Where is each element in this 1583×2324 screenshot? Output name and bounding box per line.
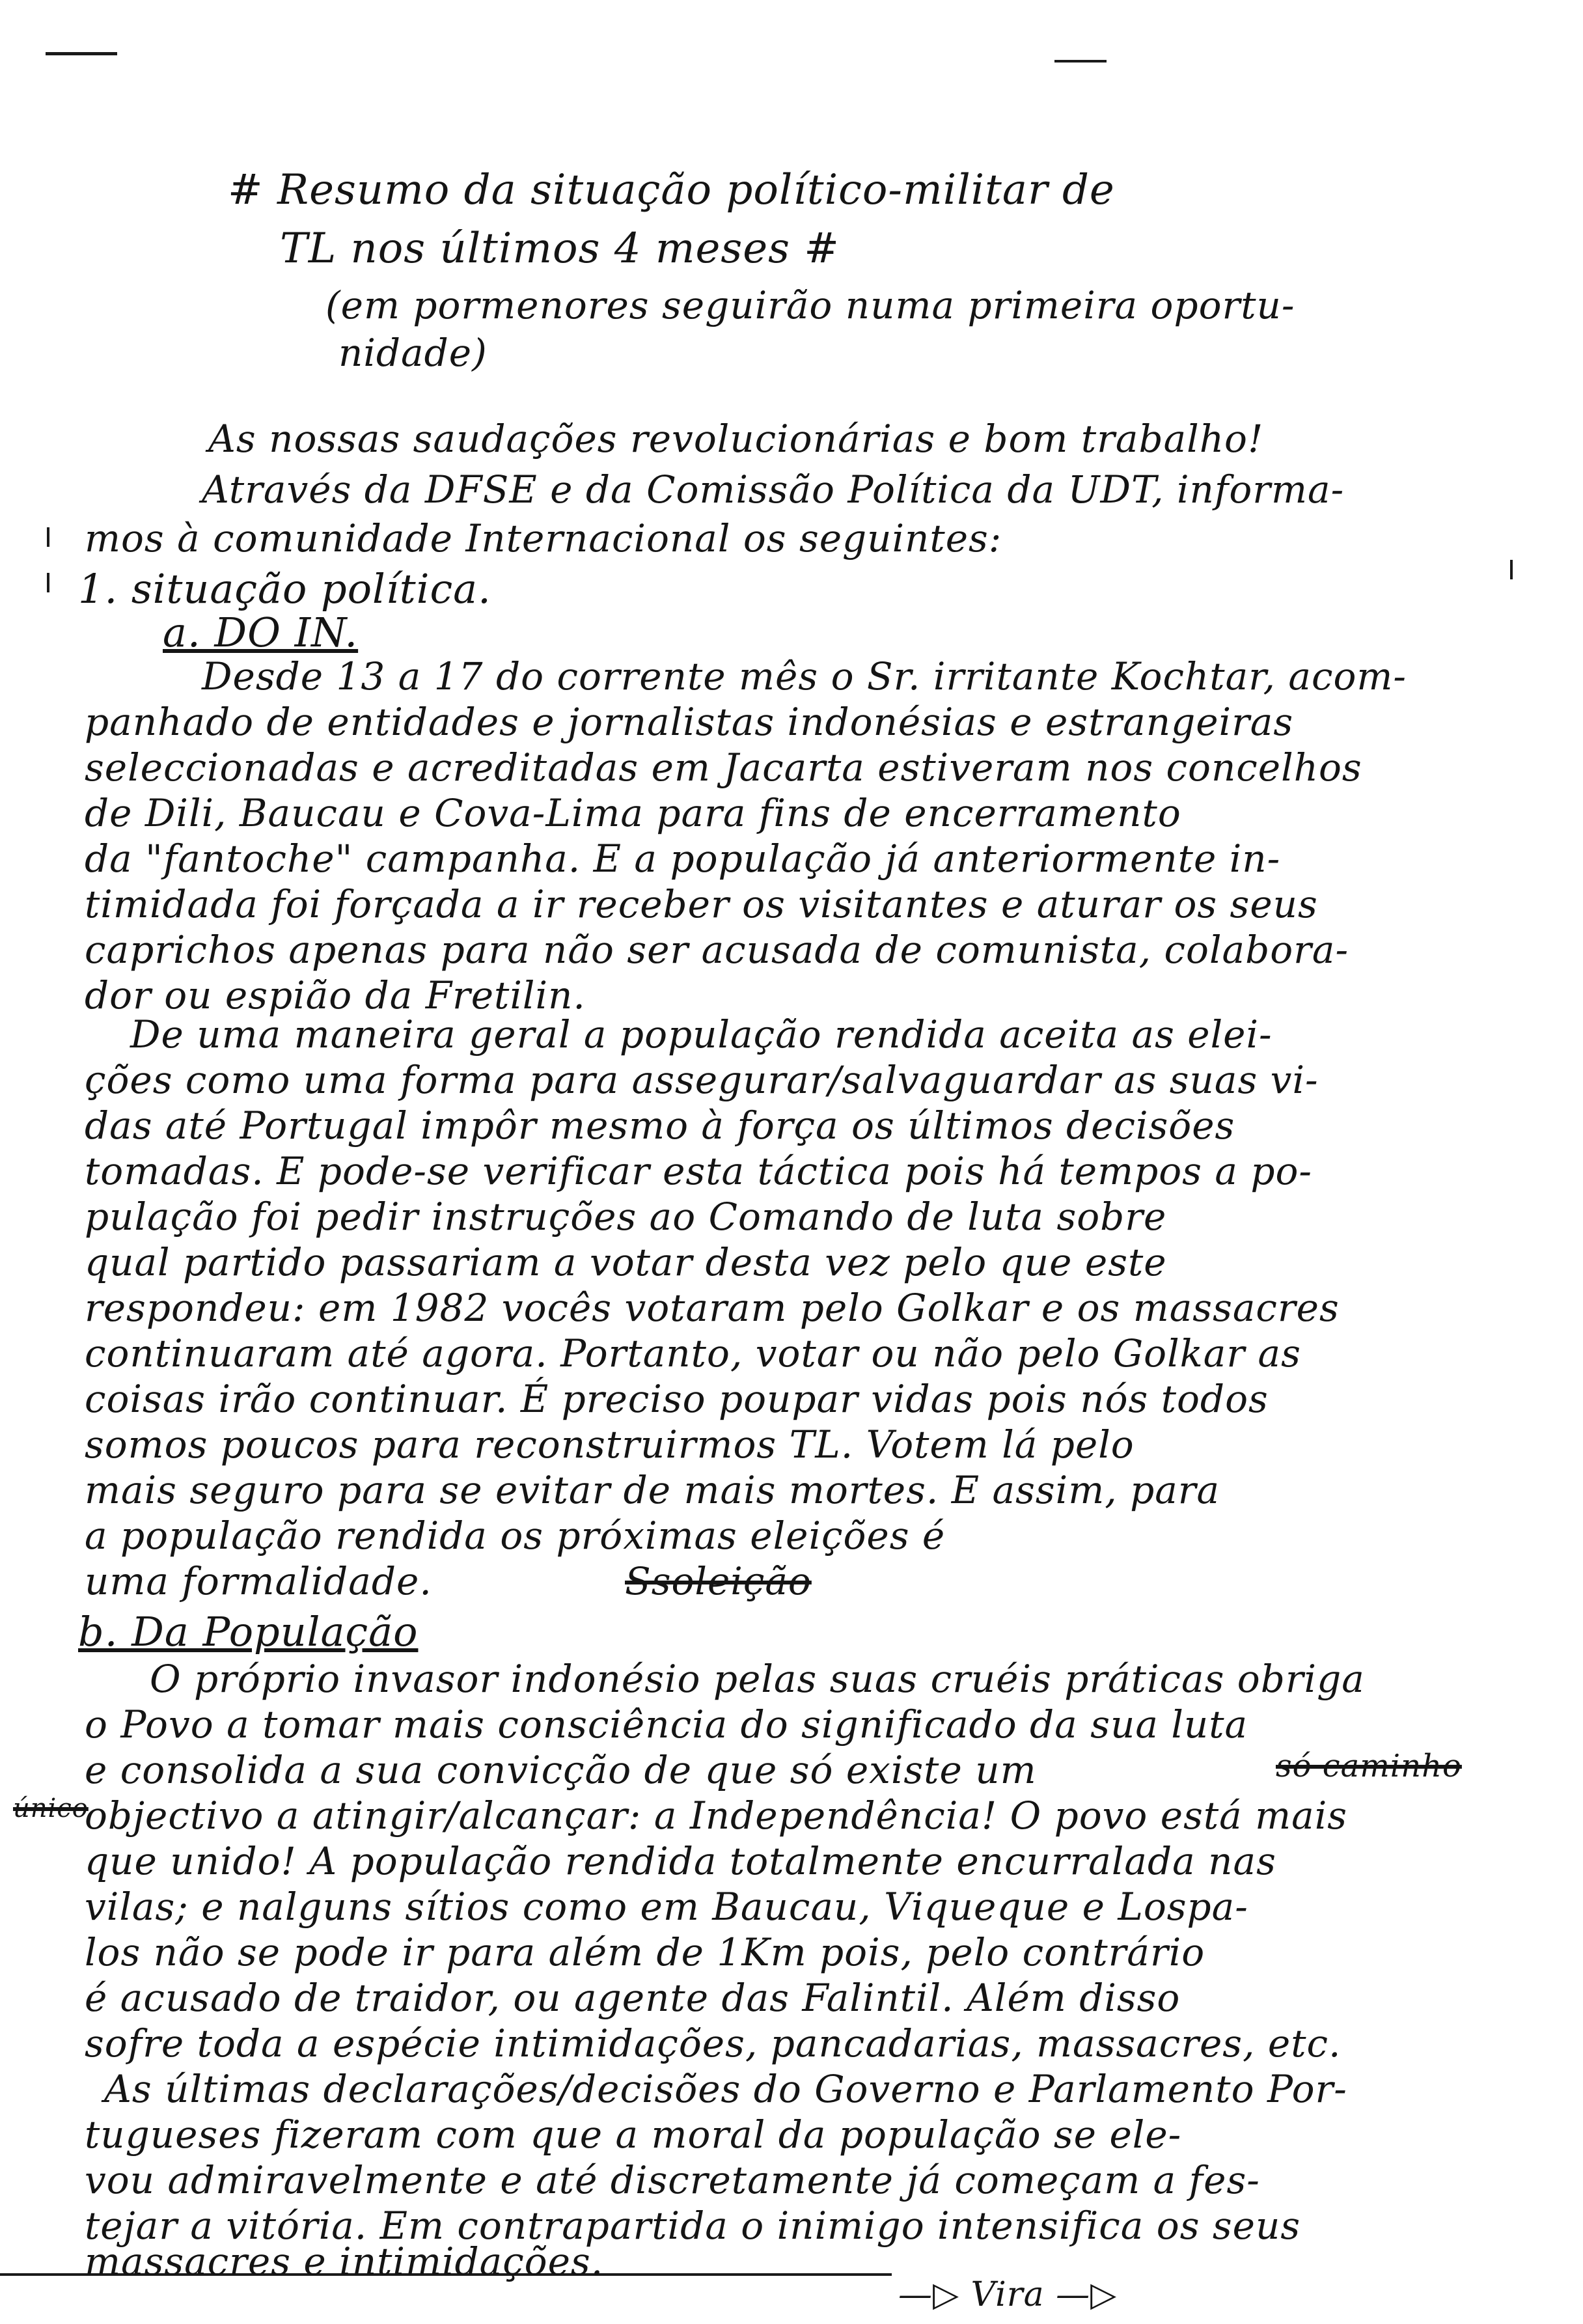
section-b-line-14: massacres e intimidações. (85, 2239, 604, 2284)
scan-mark-top-left (46, 52, 117, 55)
section-b-line-7: los não se pode ir para além de 1Km pois, pelo contrário (85, 1930, 1205, 1974)
section-b-line-1: O próprio invasor indonésio pelas suas cruéis práticas obriga (150, 1657, 1365, 1701)
section-b-line-9: sofre toda a espécie intimidações, pancadarias, massacres, etc. (85, 2021, 1342, 2066)
section-b-line-2: o Povo a tomar mais consciência do significado da sua luta (85, 1702, 1248, 1747)
section-a-line-17: coisas irão continuar. É preciso poupar vidas pois nós todos (85, 1377, 1269, 1421)
section-b-line-6: vilas; e nalguns sítios como em Baucau, Viqueque e Lospa- (85, 1885, 1248, 1929)
section-a-line-9: De uma maneira geral a população rendida aceita as elei- (130, 1012, 1273, 1057)
subsection-b-title: b. Da População (78, 1608, 419, 1655)
margin-tick-left (47, 527, 49, 547)
section-a-line-6: timidada foi forçada a ir receber os visitantes e aturar os seus (85, 882, 1318, 926)
document-subtitle-line-1: (em pormenores seguirão numa primeira oportu- (325, 283, 1295, 327)
section-a-line-16: continuaram até agora. Portanto, votar ou não pelo Golkar as (85, 1331, 1301, 1376)
greeting-line-1: As nossas saudações revolucionárias e bom trabalho! (208, 417, 1264, 461)
section-a-line-13: pulação foi pedir instruções ao Comando de luta sobre (85, 1195, 1167, 1239)
section-b-line-3: e consolida a sua convicção de que só existe um (85, 1748, 1037, 1792)
document-title-line-2: TL nos últimos 4 meses # (280, 225, 840, 273)
greeting-line-2: Através da DFSE e da Comissão Política da UDT, informa- (202, 467, 1345, 512)
section-b-line-4: objectivo a atingir/alcançar: a Independência! O povo está mais (85, 1793, 1348, 1838)
section-a-line-5: da "fantoche" campanha. E a população já anteriormente in- (85, 837, 1281, 881)
section-a-line-1: Desde 13 a 17 do corrente mês o Sr. irritante Kochtar, acom- (202, 654, 1407, 699)
section-a-struck-word: Ssoleição (625, 1559, 812, 1603)
continue-overleaf-note: —▷ Vira —▷ (898, 2275, 1118, 2314)
document-title-line-1: # Resumo da situação político-militar de (228, 166, 1115, 214)
section-b-line-13: tejar a vitória. Em contrapartida o inimigo intensifica os seus (85, 2204, 1301, 2248)
section-b-struck-2: único (13, 1793, 89, 1823)
margin-tick-right (1510, 560, 1513, 579)
section-a-line-7: caprichos apenas para não ser acusada de comunista, colabora- (85, 928, 1349, 972)
section-a-line-19: mais seguro para se evitar de mais mortes. E assim, para (85, 1468, 1220, 1512)
section-a-line-11: das até Portugal impôr mesmo à força os últimos decisões (85, 1103, 1235, 1148)
document-subtitle-line-2: nidade) (338, 331, 488, 375)
section-a-line-15: respondeu: em 1982 vocês votaram pelo Golkar e os massacres (85, 1286, 1340, 1330)
section-b-line-12: vou admiravelmente e até discretamente já começam a fes- (85, 2158, 1260, 2202)
section-a-line-18: somos poucos para reconstruirmos TL. Votem lá pelo (85, 1422, 1135, 1467)
section-a-line-4: de Dili, Baucau e Cova-Lima para fins de encerramento (85, 791, 1181, 835)
section-a-line-21: uma formalidade. (85, 1559, 432, 1603)
section-b-line-11: tugueses fizeram com que a moral da população se ele- (85, 2112, 1182, 2157)
section-a-line-3: seleccionadas e acreditadas em Jacarta estiveram nos concelhos (85, 745, 1362, 790)
margin-tick-left-2 (47, 573, 49, 592)
section-1-title: 1. situação política. (78, 565, 491, 613)
section-a-line-12: tomadas. E pode-se verificar esta táctica pois há tempos a po- (85, 1149, 1312, 1193)
section-b-struck-1: só caminho (1276, 1748, 1462, 1784)
section-b-line-10: As últimas declarações/decisões do Governo e Parlamento Por- (104, 2067, 1347, 2111)
section-a-line-10: ções como uma forma para assegurar/salvaguardar as suas vi- (85, 1058, 1319, 1102)
section-b-line-5: que unido! A população rendida totalmente encurralada nas (85, 1839, 1276, 1883)
section-a-line-14: qual partido passariam a votar desta vez pelo que este (85, 1240, 1167, 1284)
section-a-line-8: dor ou espião da Fretilin. (85, 973, 586, 1017)
greeting-line-3: mos à comunidade Internacional os seguintes: (85, 516, 1002, 560)
scan-mark-top-right (1054, 60, 1107, 62)
subsection-a-title: a. DO IN. (163, 609, 359, 656)
section-a-line-2: panhado de entidades e jornalistas indonésias e estrangeiras (85, 700, 1294, 744)
section-a-line-20: a população rendida os próximas eleições é (85, 1514, 946, 1558)
section-b-line-8: é acusado de traidor, ou agente das Falintil. Além disso (85, 1976, 1181, 2020)
